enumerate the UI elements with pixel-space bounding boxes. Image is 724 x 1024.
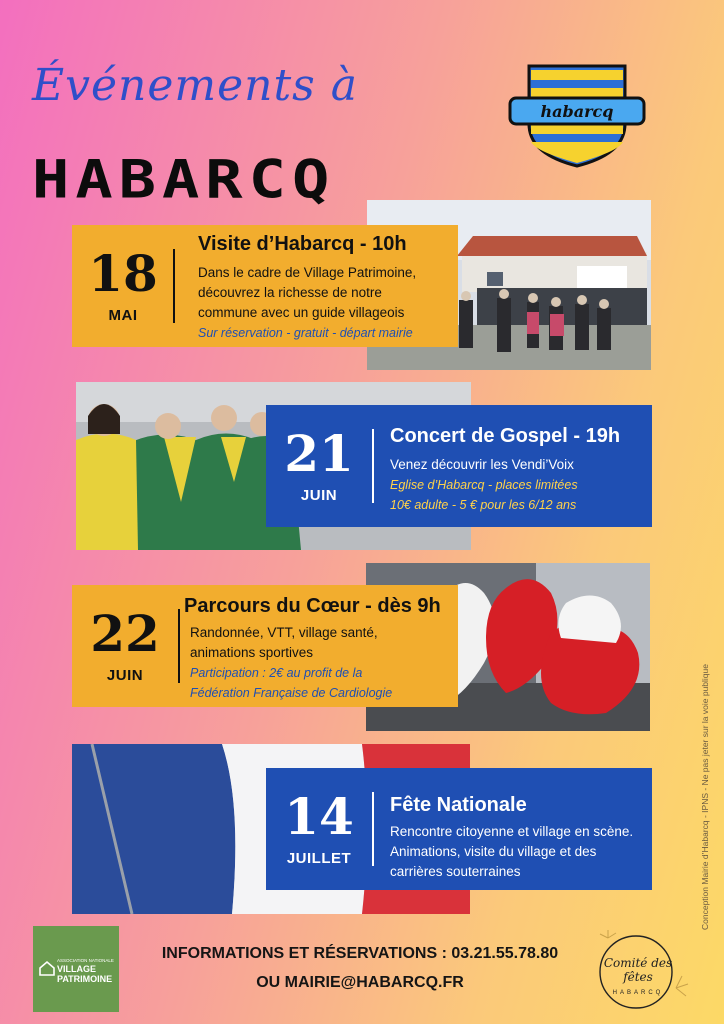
vp-line-1: VILLAGE [57,964,97,974]
contact-email-line: OU MAIRIE@HABARCQ.FR [256,974,464,991]
vp-small-text: ASSOCIATION NATIONALE [57,958,114,963]
comite-script-text: Comité des fêtes [603,956,673,984]
event-line: carrières souterraines [390,864,521,879]
event-month: MAI [108,306,138,324]
event-divider [178,609,180,683]
event-card-parcours [72,585,458,707]
event-title: Visite d’Habarcq - 10h [198,233,407,255]
event-month: JUIN [300,486,338,504]
event-note: Sur réservation - gratuit - départ mairie [198,326,413,340]
event-note: Participation : 2€ au profit de la [190,666,363,680]
crest-label: habarcq [540,102,614,121]
main-title: HABARCQ [32,148,336,211]
event-divider [173,249,175,323]
event-line: découvrez la richesse de notre [198,285,382,300]
event-day: 18 [88,243,158,303]
contact-phone-line: INFORMATIONS ET RÉSERVATIONS : 03.21.55.78.80 [161,945,559,962]
event-line: animations sportives [190,645,314,660]
event-line: Randonnée, VTT, village santé, [190,625,378,640]
event-date [266,768,372,890]
event-day: 21 [284,423,354,483]
event-date [72,225,174,347]
event-card-gospel [266,405,652,527]
event-line: commune avec un guide villageois [198,305,405,320]
event-month: JUIN [106,666,144,684]
event-title: Concert de Gospel - 19h [390,425,621,447]
event-description [390,455,652,515]
event-date [266,405,372,527]
event-note: Eglise d’Habarcq - places limitées [390,478,578,492]
habarcq-crest-logo [507,62,647,168]
side-credit-text: Conception Mairie d’Habarcq - IPNS - Ne pas jeter sur la voie publique [700,664,710,930]
event-day: 14 [284,786,354,846]
event-description [198,263,456,343]
event-line: Animations, visite du village et des [390,844,597,859]
event-line: Venez découvrir les Vendi’Voix [390,457,574,472]
event-title: Fête Nationale [390,794,527,816]
event-card-fete-nationale [266,768,652,890]
village-house-icon [39,960,55,976]
comite-place-text: HABARCQ [612,990,664,996]
event-description [190,623,456,703]
event-line: Dans le cadre de Village Patrimoine, [198,265,417,280]
vp-line-2: PATRIMOINE [57,974,113,984]
event-card-visit [72,225,458,347]
event-date [72,585,178,707]
event-divider [372,429,374,503]
event-divider [372,792,374,866]
event-note: 10€ adulte - 5 € pour les 6/12 ans [390,498,577,512]
village-patrimoine-logo [33,926,119,1012]
script-title: Événements à [32,60,358,111]
event-month: JUILLET [286,849,352,867]
event-line: Rencontre citoyenne et village en scène. [390,824,634,839]
event-description [390,822,652,882]
event-day: 22 [90,603,160,663]
comite-des-fetes-logo [578,928,698,1016]
event-title: Parcours du Cœur - dès 9h [184,595,441,617]
event-note: Fédération Française de Cardiologie [190,686,393,700]
